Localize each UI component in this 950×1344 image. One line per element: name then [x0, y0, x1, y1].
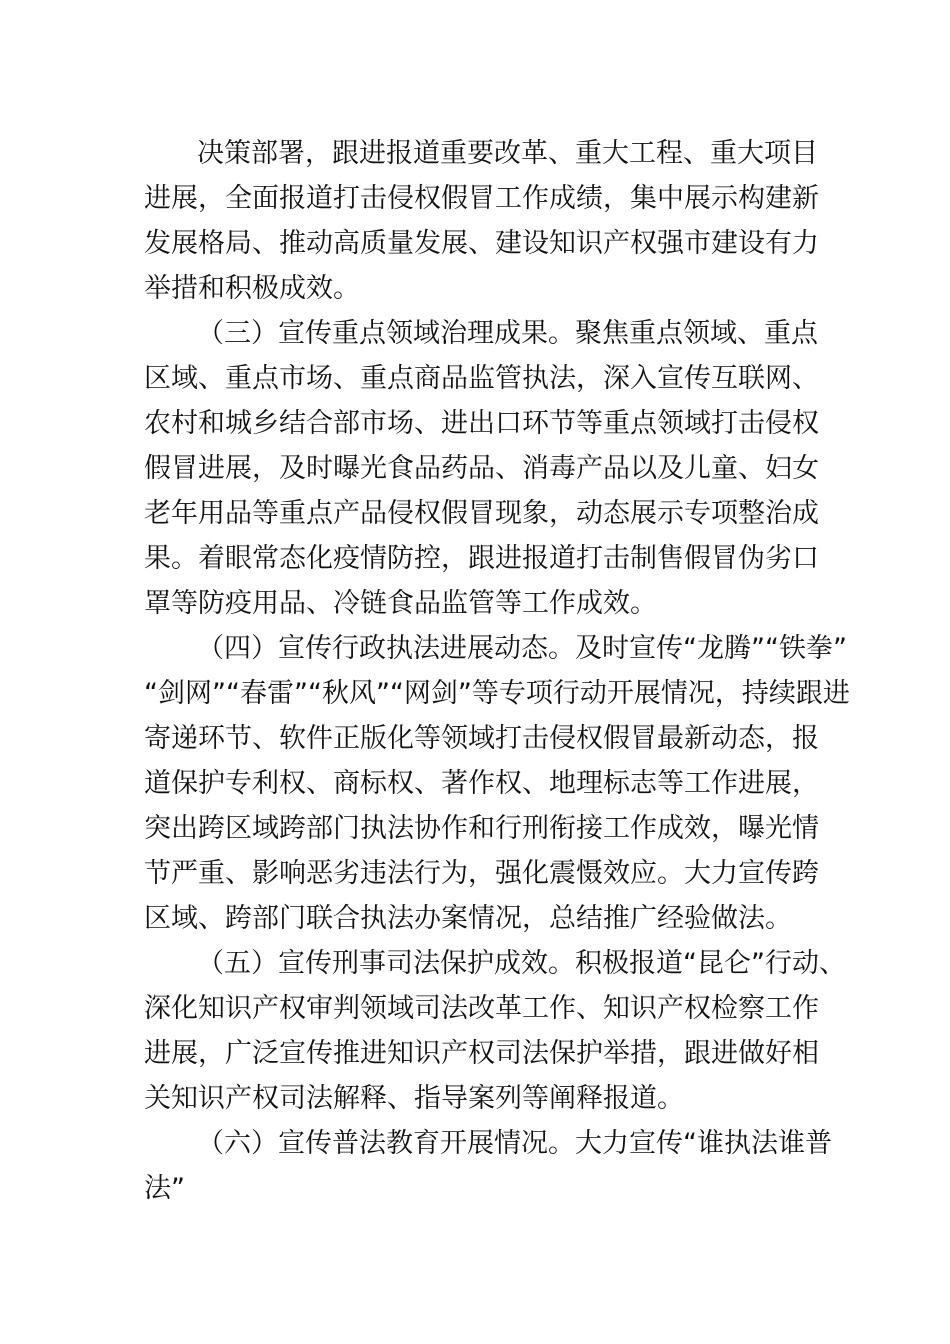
section-heading-line: （四）宣传行政执法进展动态。及时宣传“龙腾”“铁拳” [197, 633, 847, 664]
text-line: 决策部署，跟进报道重要改革、重大工程、重大项目 [197, 138, 818, 169]
text-line: 罩等防疫用品、冷链食品监管等工作成效。 [144, 588, 657, 619]
paragraph-continuation [144, 131, 819, 311]
paragraph-section-3 [144, 311, 819, 626]
text-line: 道保护专利权、商标权、著作权、地理标志等工作进展， [144, 768, 819, 799]
section-heading-line: （三）宣传重点领域治理成果。聚焦重点领域、重点 [197, 318, 818, 349]
text-line: 法” [144, 1173, 185, 1204]
paragraph-section-6 [144, 1121, 832, 1211]
text-line: 深化知识产权审判领域司法改革工作、知识产权检察工作 [144, 993, 819, 1024]
text-line: 假冒进展，及时曝光食品药品、消毒产品以及儿童、妇女 [144, 453, 819, 484]
text-line: “剑网”“春雷”“秋风”“网剑”等专项行动开展情况，持续跟进 [144, 678, 850, 709]
text-line: 举措和积极成效。 [144, 273, 360, 304]
text-line: 突出跨区域跨部门执法协作和行刑衔接工作成效，曝光情 [144, 813, 819, 844]
document-body [144, 131, 850, 1211]
text-line: 节严重、影响恶劣违法行为，强化震慑效应。大力宣传跨 [144, 858, 819, 889]
text-line: 区域、重点市场、重点商品监管执法，深入宣传互联网、 [144, 363, 819, 394]
text-line: 农村和城乡结合部市场、进出口环节等重点领域打击侵权 [144, 408, 819, 439]
paragraph-section-4 [144, 626, 850, 941]
text-line: 寄递环节、软件正版化等领域打击侵权假冒最新动态，报 [144, 723, 819, 754]
text-line: 发展格局、推动高质量发展、建设知识产权强市建设有力 [144, 228, 819, 259]
section-heading-line: （六）宣传普法教育开展情况。大力宣传“谁执法谁普 [197, 1128, 832, 1159]
text-line: 老年用品等重点产品侵权假冒现象，动态展示专项整治成 [144, 498, 819, 529]
section-heading-line: （五）宣传刑事司法保护成效。积极报道“昆仑”行动、 [197, 948, 846, 979]
text-line: 区域、跨部门联合执法办案情况，总结推广经验做法。 [144, 903, 792, 934]
text-line: 进展，全面报道打击侵权假冒工作成绩，集中展示构建新 [144, 183, 819, 214]
text-line: 进展，广泛宣传推进知识产权司法保护举措，跟进做好相 [144, 1038, 819, 1069]
paragraph-section-5 [144, 941, 846, 1121]
text-line: 关知识产权司法解释、指导案列等阐释报道。 [144, 1083, 684, 1114]
text-line: 果。着眼常态化疫情防控，跟进报道打击制售假冒伪劣口 [144, 543, 819, 574]
